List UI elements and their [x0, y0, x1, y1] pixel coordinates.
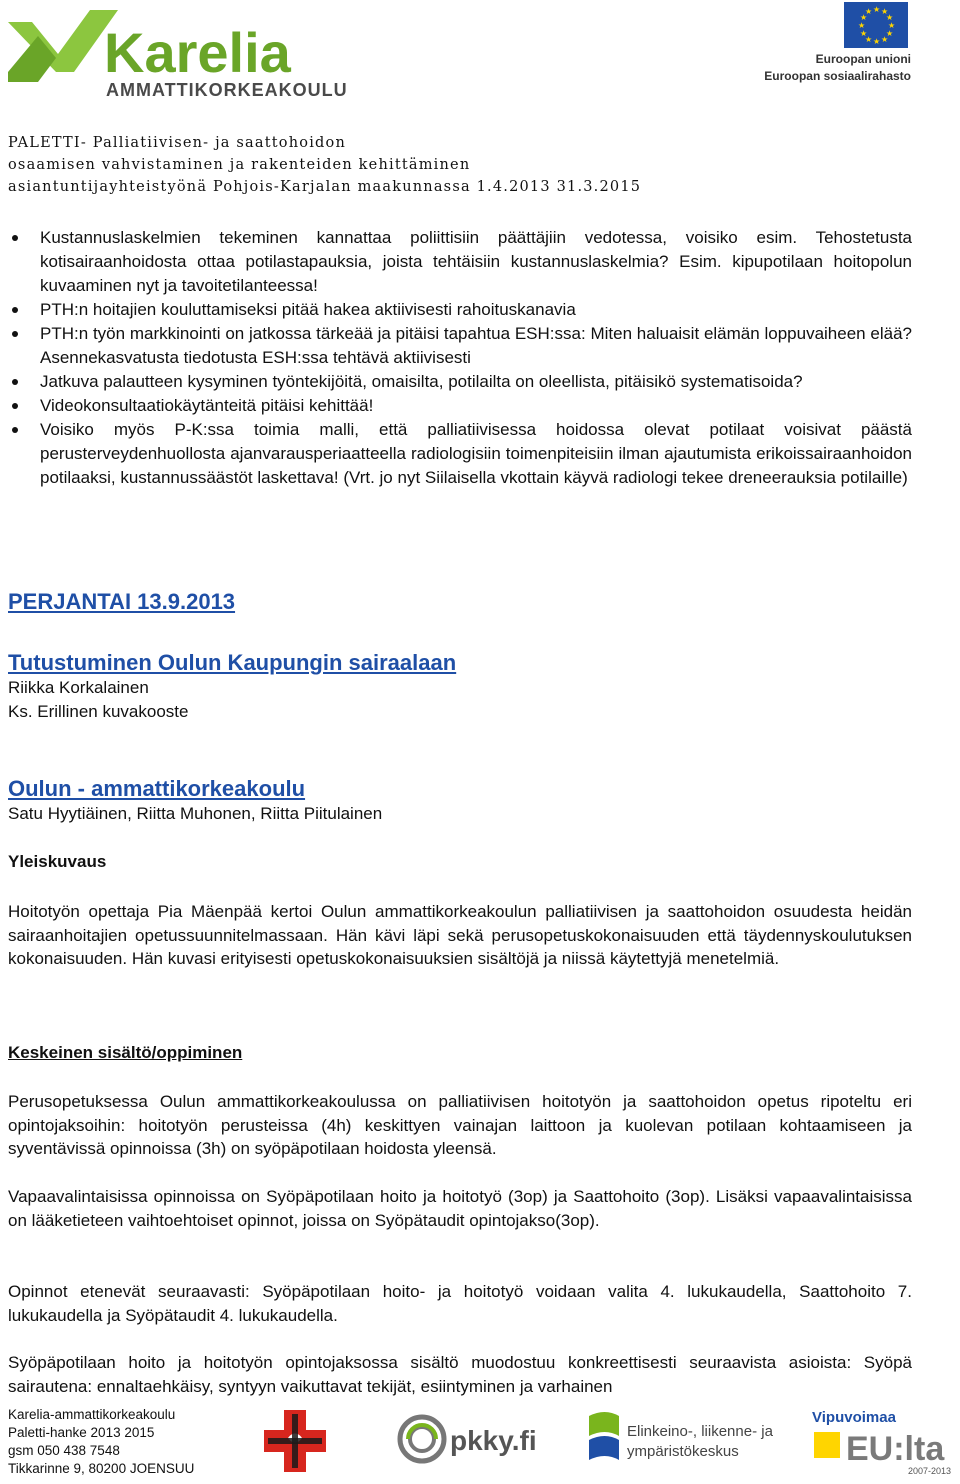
- vipuvoimaa-logo: [808, 1404, 956, 1479]
- content-paragraph: Syöpäpotilaan hoito ja hoitotyön opintojaksossa sisältö muodostuu konkreettisesti seuraavista asioista: Syöpä sairautena: ennaltaehkäisy, syntyyn vaikuttavat tekijät, esiintyminen ja varhainen: [8, 1353, 912, 1396]
- vipu-years: 2007-2013: [908, 1466, 952, 1476]
- eu-union-label: Euroopan unioni: [815, 52, 911, 66]
- list-item-text: PTH:n työn markkinointi on jatkossa tärkeää ja pitäisi tapahtua ESH:ssa: Miten haluaisit elämän loppuvaiheen elää? Asennekasvatusta tiedotusta ESH:ssa tehtävä aktiivisesti: [40, 324, 912, 367]
- karelia-wordmark: Karelia: [104, 21, 291, 84]
- content-paragraph: Perusopetuksessa Oulun ammattikorkeakoulussa on palliatiivisen hoitotyön ja saattohoidon opetus ripoteltu eri opintojaksoihin: hoitotyön perusteissa (4h) keskittyen vainajan laittoon ja kuolevan potilaan kohtaamiseen ja syventävissä opinnoissa (3h) on syöpäpotilaan hoidosta yleensä.: [8, 1092, 912, 1158]
- list-item-text: Jatkuva palautteen kysyminen työntekijöitä, omaisilta, potilailta on oleellista, pitäisikö systematisoida?: [40, 372, 803, 391]
- overview-heading: Yleiskuvaus: [8, 852, 107, 871]
- svg-text:★: ★: [873, 37, 881, 46]
- vipu-label: Vipuvoimaa: [812, 1409, 896, 1426]
- svg-text:★: ★: [886, 29, 894, 38]
- svg-text:★: ★: [858, 21, 866, 30]
- footer-line: Paletti-hanke 2013 2015: [8, 1425, 155, 1440]
- eu-fund-label: Euroopan sosiaalirahasto: [764, 69, 911, 83]
- bullet-icon: [10, 322, 22, 346]
- svg-text:★: ★: [865, 35, 873, 44]
- content-paragraph: Vapaavalintaisissa opinnoissa on Syöpäpotilaan hoito ja hoitotyö (3op) ja Saattohoito (3op). Lisäksi vapaavalintaisissa on lääketieteen vaihtoehtoiset opinnot, joissa on Syöpätaudit opintojakso(3op).: [8, 1187, 912, 1230]
- footer-line: gsm 050 438 7548: [8, 1443, 120, 1458]
- footer-contact: [8, 1406, 194, 1478]
- visit-heading: Tutustuminen Oulun Kaupungin sairaalaan: [8, 650, 457, 675]
- svg-text:★: ★: [860, 13, 868, 22]
- ely-line1: Elinkeino-, liikenne- ja: [627, 1423, 773, 1440]
- visit-note: Ks. Erillinen kuvakooste: [8, 702, 189, 721]
- ely-line2: ympäristökeskus: [627, 1443, 739, 1460]
- list-item: [8, 418, 912, 490]
- svg-text:★: ★: [881, 35, 889, 44]
- eu-flag-icon: [844, 2, 908, 48]
- svg-text:★: ★: [886, 13, 894, 22]
- bullet-icon: [10, 298, 22, 322]
- list-item: [8, 322, 912, 370]
- project-title-line: osaamisen vahvistaminen ja rakenteiden kehittäminen: [8, 157, 471, 173]
- bullet-icon: [10, 226, 22, 250]
- oamk-authors: Satu Hyytiäinen, Riitta Muhonen, Riitta Piitulainen: [8, 804, 383, 823]
- list-item: [8, 370, 912, 394]
- project-title: [8, 132, 641, 198]
- page-footer: [0, 1404, 960, 1479]
- ely-logo: [585, 1406, 790, 1472]
- karelia-subtitle: AMMATTIKORKEAKOULU: [106, 80, 348, 100]
- vipu-sub: EU:lta: [846, 1430, 945, 1468]
- bullet-icon: [10, 394, 22, 418]
- list-item: [8, 226, 912, 298]
- karelia-logo: [8, 10, 348, 102]
- svg-text:★: ★: [860, 29, 868, 38]
- project-title-line: PALETTI- Palliatiivisen- ja saattohoidon: [8, 135, 346, 151]
- bullet-list: [8, 226, 912, 490]
- date-heading: PERJANTAI 13.9.2013: [8, 589, 236, 614]
- list-item-text: PTH:n hoitajien kouluttamiseksi pitää hakea aktiivisesti rahoituskanavia: [40, 300, 576, 319]
- oamk-heading: Oulun - ammattikorkeakoulu: [8, 776, 306, 801]
- overview-text: Hoitotyön opettaja Pia Mäenpää kertoi Oulun ammattikorkeakoulun palliatiivisen ja saattohoidon osuudesta heidän sairaanhoitajien opetussuunnitelmassaan. Hän kävi läpi sekä perusopetuskokonaisuuden että täydennyskoulutuksen kokonaisuuden. Hän kuvasi erityisesti opetuskokonaisuuksien sisältöjä ja niissä käytettyjä menetelmiä.: [8, 902, 912, 968]
- svg-text:★: ★: [888, 21, 896, 30]
- eu-logo: [760, 2, 955, 88]
- list-item-text: Voisiko myös P-K:ssa toimia malli, että palliatiivisessa hoidossa olevat potilaat voisivat päästä perusterveydenhuollosta ajanvarausperiaatteella radiologisiin toimenpiteisiin ilman ajautumista erikoissairaanhoidon potilaaksi, kustannussäästöt laskettava! (Vrt. jo nyt Siilaisella vkottain käyvä radiologi tekee dreneerauksia potilaille): [40, 420, 912, 487]
- content-heading: Keskeinen sisältö/oppiminen: [8, 1043, 243, 1062]
- cross-logo-icon: [262, 1408, 328, 1474]
- svg-text:★: ★: [873, 5, 881, 14]
- svg-text:★: ★: [881, 7, 889, 16]
- project-title-line: asiantuntijayhteistyönä Pohjois-Karjalan maakunnassa 1.4.2013 31.3.2015: [8, 179, 642, 195]
- pkky-logo: [398, 1408, 537, 1470]
- pkky-label: pkky.fi: [450, 1425, 537, 1456]
- footer-line: Tikkarinne 9, 80200 JOENSUU: [8, 1461, 195, 1476]
- list-item-text: Videokonsultaatiokäytänteitä pitäisi kehittää!: [40, 396, 374, 415]
- content-paragraph: Opinnot etenevät seuraavasti: Syöpäpotilaan hoito- ja hoitotyö voidaan valita 4. lukukaudella, Saattohoito 7. lukukaudella ja Syöpätaudit 4. lukukaudella.: [8, 1282, 912, 1325]
- list-item: [8, 394, 912, 418]
- footer-line: Karelia-ammattikorkeakoulu: [8, 1407, 176, 1422]
- bullet-icon: [10, 418, 22, 442]
- bullet-icon: [10, 370, 22, 394]
- visit-author: Riikka Korkalainen: [8, 678, 149, 697]
- list-item: [8, 298, 912, 322]
- list-item-text: Kustannuslaskelmien tekeminen kannattaa poliittisiin päättäjiin vedotessa, voisiko esim. Tehostetusta kotisairaanhoidosta ottaa potilastapauksia, joista tehtäisiin kustannuslaskelmia? Esim. kipupotilaan hoitopolun kuvaaminen nyt ja tavoitetilanteessa!: [40, 228, 912, 295]
- ely-leaf-icon: [589, 1412, 619, 1436]
- vipu-mark-icon: [814, 1432, 840, 1458]
- svg-text:★: ★: [865, 7, 873, 16]
